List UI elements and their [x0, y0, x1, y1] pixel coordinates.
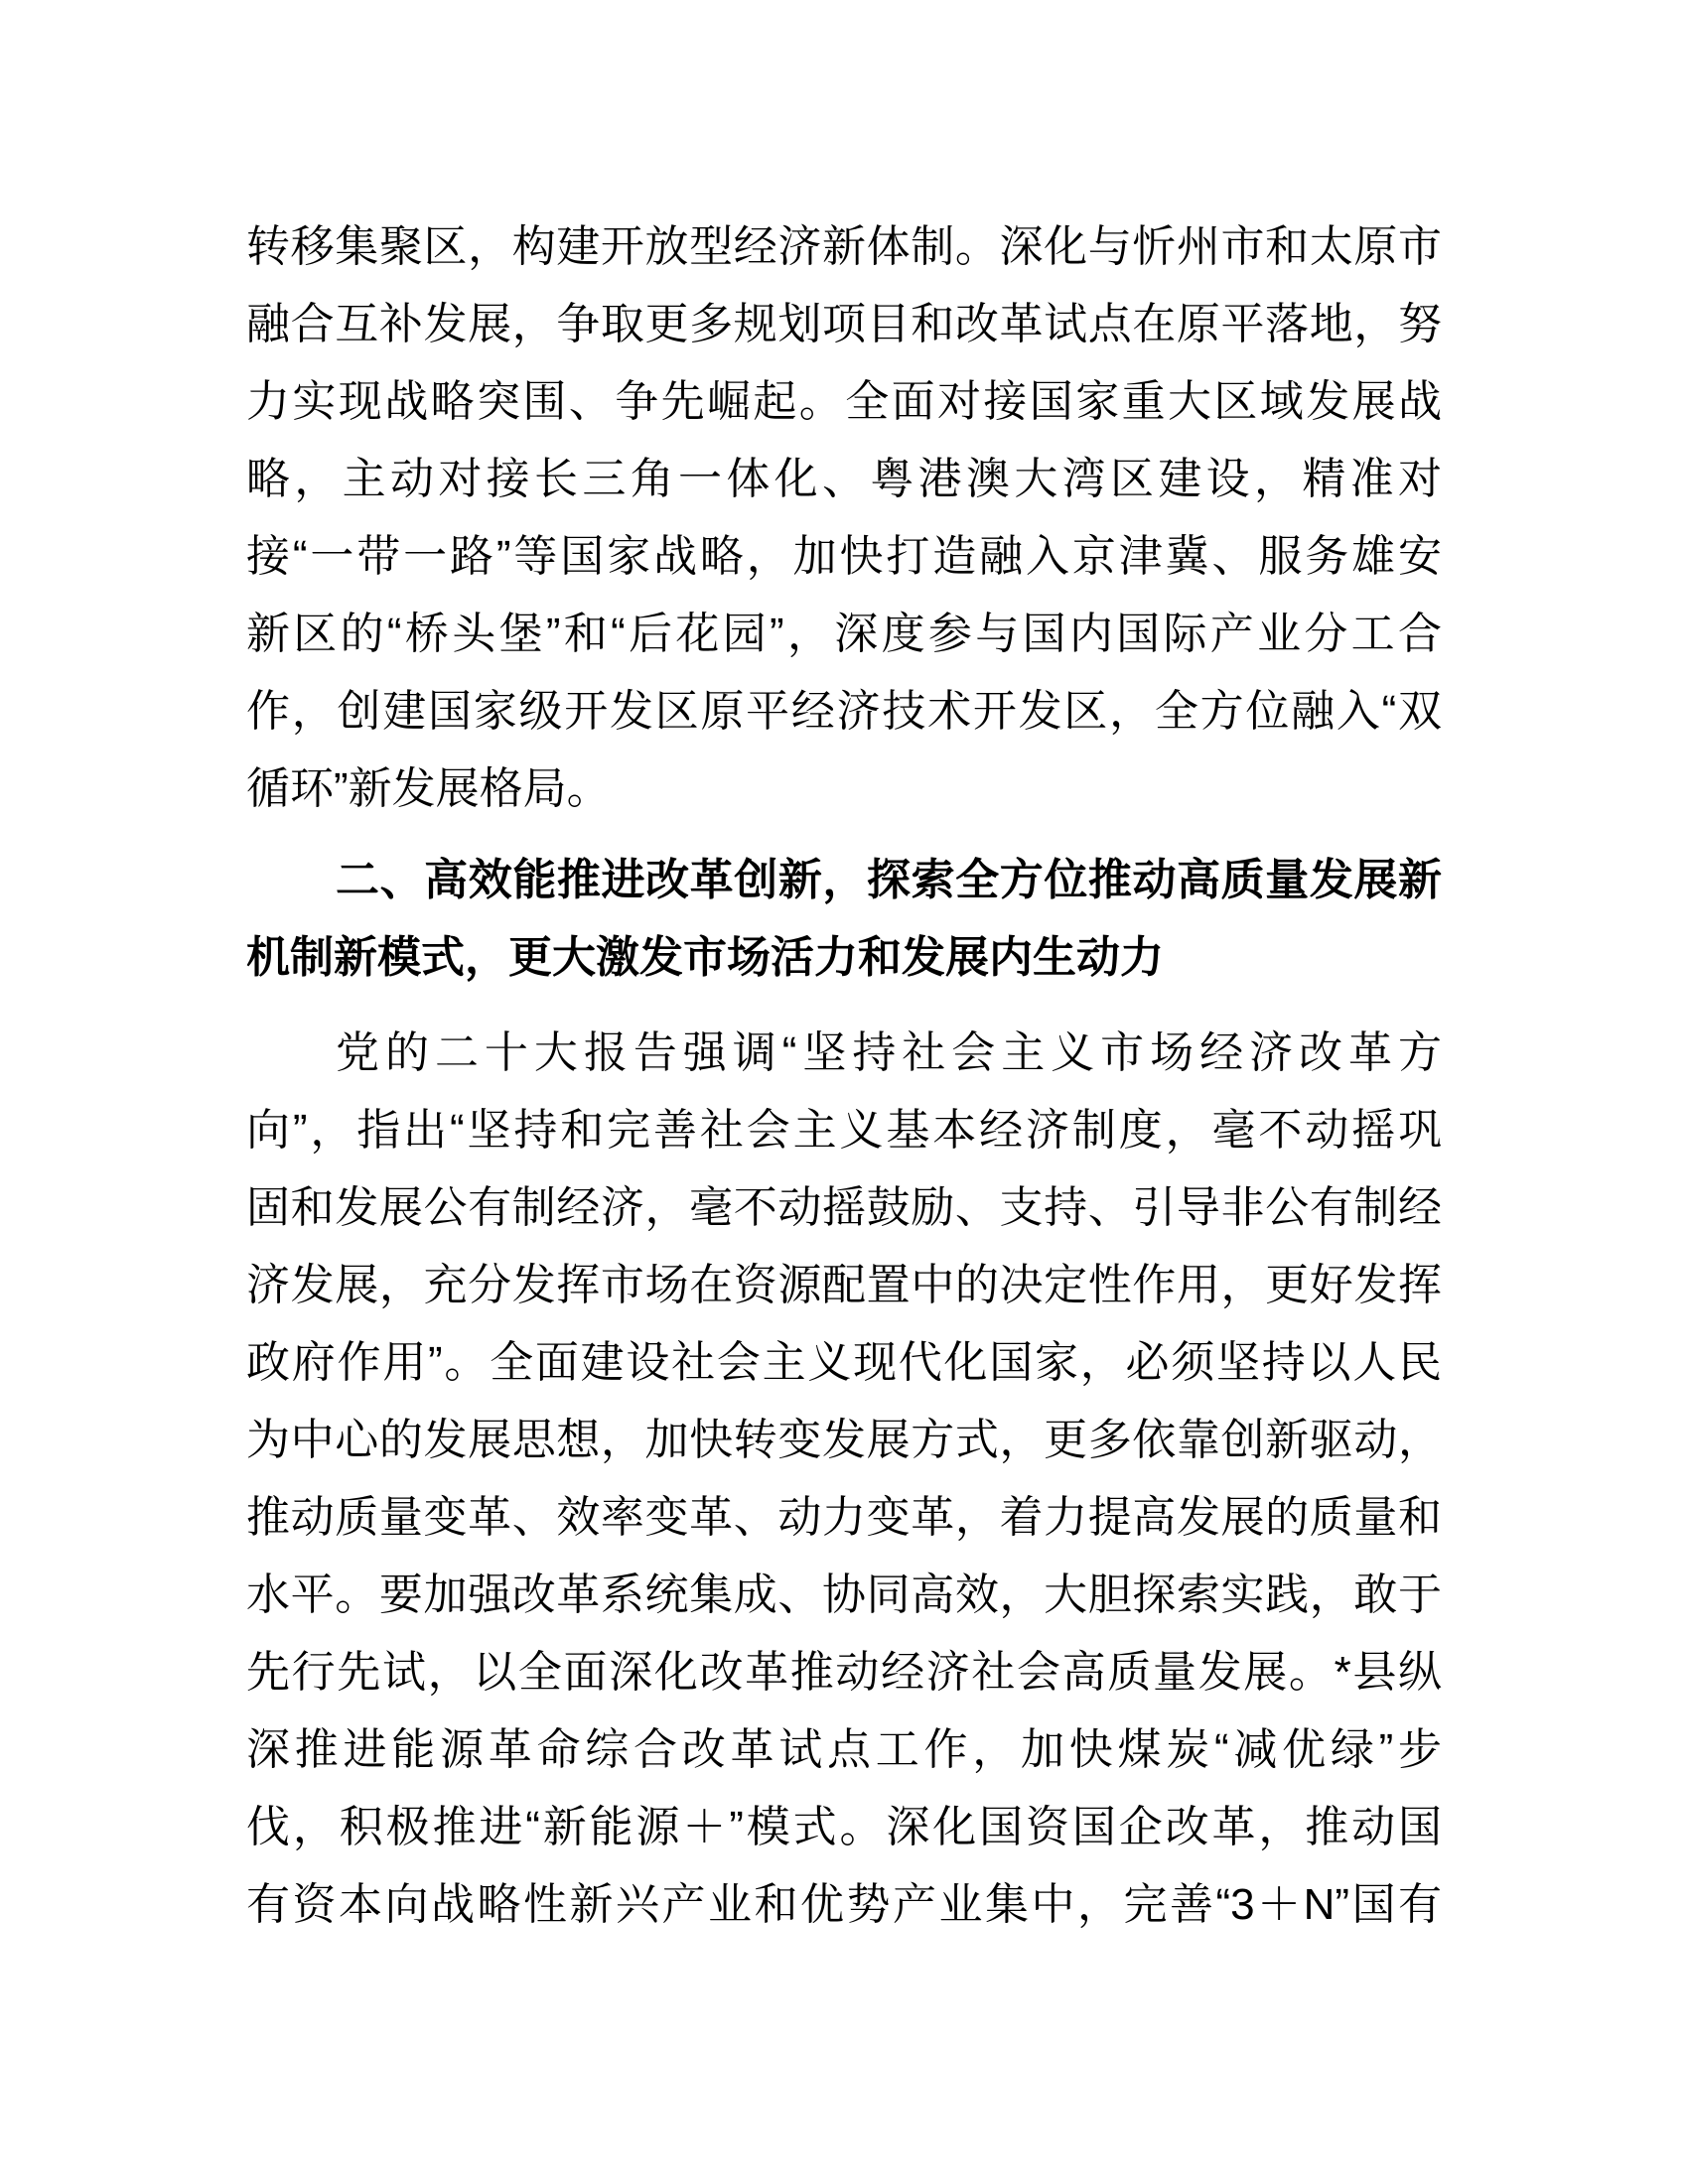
- text-line: 融合互补发展，争取更多规划项目和改革试点在原平落地，努: [246, 300, 1442, 348]
- text-line: 伐，积极推进“新能源＋”模式。深化国资国企改革，推动国: [246, 1803, 1442, 1851]
- text-line: 接“一带一路”等国家战略，加快打造融入京津冀、服务雄安: [246, 532, 1442, 581]
- text-line: 济发展，充分发挥市场在资源配置中的决定性作用，更好发挥: [246, 1261, 1442, 1309]
- text-line: 循环”新发展格局。: [246, 764, 611, 813]
- text-line: 转移集聚区，构建开放型经济新体制。深化与忻州市和太原市: [246, 222, 1442, 271]
- paragraph-body: [246, 1015, 1442, 1944]
- paragraph-continuation: [246, 208, 1442, 828]
- section-heading-line: 二、高效能推进改革创新，探索全方位推动高质量发展新: [336, 856, 1442, 904]
- text-line: 为中心的发展思想，加快转变发展方式，更多依靠创新驱动，: [246, 1416, 1442, 1464]
- text-line: 新区的“桥头堡”和“后花园”，深度参与国内国际产业分工合: [246, 610, 1442, 658]
- text-line: 水平。要加强改革系统集成、协同高效，大胆探索实践，敢于: [246, 1570, 1442, 1619]
- document-text-block: [246, 208, 1442, 1944]
- text-line: 作，创建国家级开发区原平经济技术开发区，全方位融入“双: [246, 687, 1442, 736]
- text-line: 力实现战略突围、争先崛起。全面对接国家重大区域发展战: [246, 377, 1442, 426]
- text-line: 固和发展公有制经济，毫不动摇鼓励、支持、引导非公有制经: [246, 1183, 1442, 1232]
- section-heading-line: 机制新模式，更大激发市场活力和发展内生动力: [246, 933, 1164, 982]
- text-line: 政府作用”。全面建设社会主义现代化国家，必须坚持以人民: [246, 1338, 1442, 1387]
- text-line: 略，主动对接长三角一体化、粤港澳大湾区建设，精准对: [246, 455, 1442, 503]
- text-line: 先行先试，以全面深化改革推动经济社会高质量发展。*县纵: [246, 1648, 1442, 1697]
- text-line: 有资本向战略性新兴产业和优势产业集中，完善“3＋N”国有: [246, 1880, 1442, 1929]
- text-line: 推动质量变革、效率变革、动力变革，着力提高发展的质量和: [246, 1493, 1442, 1542]
- text-line: 向”，指出“坚持和完善社会主义基本经济制度，毫不动摇巩: [246, 1106, 1442, 1155]
- text-line: 深推进能源革命综合改革试点工作，加快煤炭“减优绿”步: [246, 1725, 1442, 1774]
- section-heading: [246, 842, 1442, 997]
- text-line: 党的二十大报告强调“坚持社会主义市场经济改革方: [336, 1028, 1442, 1077]
